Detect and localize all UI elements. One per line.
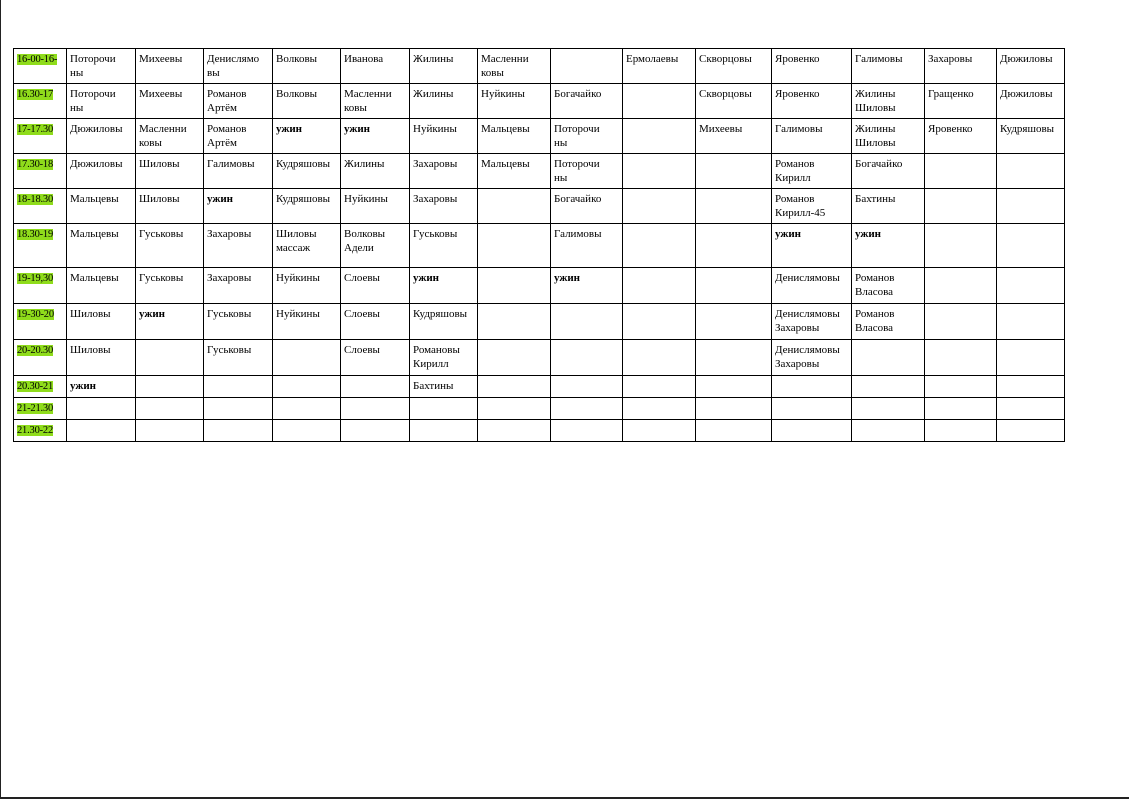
table-cell (478, 376, 551, 398)
table-cell: Денислямовы Захаровы (772, 340, 852, 376)
table-cell: Масленни ковы (341, 84, 410, 119)
table-cell: Мальцевы (478, 154, 551, 189)
time-slot-cell (14, 49, 67, 84)
time-slot-label: 18-18.30 (17, 194, 54, 205)
table-cell (925, 268, 997, 304)
table-cell (925, 224, 997, 268)
table-cell (696, 398, 772, 420)
table-cell: Гуськовы (410, 224, 478, 268)
table-cell: ужин (136, 304, 204, 340)
table-cell (623, 340, 696, 376)
table-row (14, 268, 1065, 304)
table-cell: Яровенко (772, 84, 852, 119)
table-cell (478, 340, 551, 376)
time-slot-cell (14, 154, 67, 189)
table-cell: Жилины (410, 84, 478, 119)
table-cell (925, 420, 997, 442)
table-cell (551, 376, 623, 398)
table-cell: Мальцевы (67, 224, 136, 268)
table-cell: Дюжиловы (997, 84, 1065, 119)
table-cell (67, 398, 136, 420)
table-cell (478, 189, 551, 224)
table-cell (997, 398, 1065, 420)
time-slot-label: 20-20.30 (17, 345, 54, 356)
table-cell: Жилины (341, 154, 410, 189)
table-cell: Гуськовы (204, 340, 273, 376)
table-cell (925, 340, 997, 376)
table-cell: Нуйкины (410, 119, 478, 154)
table-cell: Галимовы (204, 154, 273, 189)
table-cell: Захаровы (204, 268, 273, 304)
table-cell: Скворцовы (696, 49, 772, 84)
table-cell (696, 340, 772, 376)
table-cell: Шиловы массаж (273, 224, 341, 268)
table-cell: Богачайко (852, 154, 925, 189)
table-cell: Поторочи ны (67, 84, 136, 119)
table-cell: Богачайко (551, 189, 623, 224)
table-row (14, 398, 1065, 420)
table-cell (696, 268, 772, 304)
table-cell (696, 154, 772, 189)
table-cell: Кудряшовы (273, 189, 341, 224)
table-cell: Мальцевы (67, 189, 136, 224)
table-cell: Кудряшовы (273, 154, 341, 189)
table-cell (925, 304, 997, 340)
table-cell: ужин (204, 189, 273, 224)
schedule-table (13, 48, 1065, 442)
table-cell: Жилины Шиловы (852, 119, 925, 154)
table-cell: Шиловы (67, 304, 136, 340)
table-cell (341, 398, 410, 420)
table-cell: Галимовы (551, 224, 623, 268)
table-cell (478, 224, 551, 268)
table-cell: Михеевы (696, 119, 772, 154)
table-cell (997, 376, 1065, 398)
table-cell: ужин (852, 224, 925, 268)
table-cell: Кудряшовы (997, 119, 1065, 154)
table-cell (852, 420, 925, 442)
table-cell: Нуйкины (273, 268, 341, 304)
time-slot-cell (14, 398, 67, 420)
table-cell (925, 154, 997, 189)
table-cell (623, 376, 696, 398)
table-cell (136, 340, 204, 376)
table-cell: Шиловы (67, 340, 136, 376)
table-cell: Гращенко (925, 84, 997, 119)
table-cell (696, 189, 772, 224)
table-cell (136, 398, 204, 420)
table-cell (772, 420, 852, 442)
table-cell: ужин (551, 268, 623, 304)
time-slot-label: 18.30-19 (17, 229, 54, 240)
table-cell: Иванова (341, 49, 410, 84)
table-cell (478, 268, 551, 304)
time-slot-cell (14, 224, 67, 268)
table-cell (997, 420, 1065, 442)
table-cell: Поторочи ны (551, 119, 623, 154)
table-cell: Михеевы (136, 84, 204, 119)
table-cell: ужин (273, 119, 341, 154)
table-cell: Богачайко (551, 84, 623, 119)
table-cell: Гуськовы (136, 224, 204, 268)
table-cell: Захаровы (925, 49, 997, 84)
table-cell: Романов Артём (204, 119, 273, 154)
table-cell (204, 398, 273, 420)
table-cell (623, 398, 696, 420)
table-cell: Поторочи ны (67, 49, 136, 84)
table-cell: Шиловы (136, 189, 204, 224)
time-slot-label: 19-19,30 (17, 273, 54, 284)
table-cell: Кудряшовы (410, 304, 478, 340)
table-cell: Захаровы (410, 154, 478, 189)
time-slot-label: 17.30-18 (17, 159, 54, 170)
table-cell: Волковы (273, 49, 341, 84)
table-cell: Романов Артём (204, 84, 273, 119)
table-cell (273, 340, 341, 376)
table-cell (341, 376, 410, 398)
table-cell: Яровенко (925, 119, 997, 154)
table-cell (997, 154, 1065, 189)
table-cell: Романов Власова (852, 304, 925, 340)
time-slot-label: 17-17.30 (17, 124, 54, 135)
time-slot-cell (14, 268, 67, 304)
table-cell: Романов Кирилл-45 (772, 189, 852, 224)
table-cell: Шиловы (136, 154, 204, 189)
table-cell: Нуйкины (478, 84, 551, 119)
table-cell (204, 420, 273, 442)
table-cell (623, 154, 696, 189)
table-cell (273, 420, 341, 442)
table-cell: Романов Власова (852, 268, 925, 304)
table-cell: Денислямовы Захаровы (772, 304, 852, 340)
table-cell: Бахтины (852, 189, 925, 224)
table-cell (997, 224, 1065, 268)
table-cell: Мальцевы (478, 119, 551, 154)
table-cell (623, 224, 696, 268)
table-cell: Захаровы (410, 189, 478, 224)
table-cell: Захаровы (204, 224, 273, 268)
table-cell: Нуйкины (341, 189, 410, 224)
time-slot-label: 21.30-22 (17, 425, 54, 436)
table-cell (551, 420, 623, 442)
time-slot-cell (14, 420, 67, 442)
table-cell: Жилины (410, 49, 478, 84)
table-cell: Волковы (273, 84, 341, 119)
table-cell (551, 340, 623, 376)
table-cell (925, 398, 997, 420)
table-cell (623, 420, 696, 442)
table-cell (997, 340, 1065, 376)
time-slot-cell (14, 340, 67, 376)
table-cell (772, 376, 852, 398)
table-cell (925, 189, 997, 224)
table-cell: Слоевы (341, 340, 410, 376)
table-cell (273, 376, 341, 398)
table-cell: Дюжиловы (997, 49, 1065, 84)
table-cell (772, 398, 852, 420)
table-row (14, 84, 1065, 119)
table-cell (997, 268, 1065, 304)
time-slot-cell (14, 189, 67, 224)
table-cell (623, 189, 696, 224)
table-cell: Слоевы (341, 268, 410, 304)
table-cell (136, 376, 204, 398)
table-row (14, 420, 1065, 442)
table-row (14, 119, 1065, 154)
table-cell (551, 398, 623, 420)
table-cell (623, 268, 696, 304)
table-cell (696, 420, 772, 442)
table-cell: Дюжиловы (67, 154, 136, 189)
table-cell: Гуськовы (204, 304, 273, 340)
table-cell: ужин (67, 376, 136, 398)
time-slot-cell (14, 84, 67, 119)
table-cell (551, 49, 623, 84)
time-slot-cell (14, 376, 67, 398)
time-slot-label: 20.30-21 (17, 381, 54, 392)
table-cell: Бахтины (410, 376, 478, 398)
table-row (14, 49, 1065, 84)
table-cell (696, 304, 772, 340)
table-cell: Скворцовы (696, 84, 772, 119)
table-cell: Масленни ковы (136, 119, 204, 154)
table-row (14, 189, 1065, 224)
table-cell: ужин (772, 224, 852, 268)
table-row (14, 224, 1065, 268)
table-cell (478, 304, 551, 340)
table-cell: Галимовы (852, 49, 925, 84)
time-slot-label: 16-00-16- (17, 54, 58, 65)
table-row (14, 154, 1065, 189)
table-cell: Романовы Кирилл (410, 340, 478, 376)
table-cell (410, 420, 478, 442)
table-cell: Нуйкины (273, 304, 341, 340)
table-cell: Денислямо вы (204, 49, 273, 84)
table-cell (623, 119, 696, 154)
table-cell: Денислямовы (772, 268, 852, 304)
table-cell: ужин (410, 268, 478, 304)
table-cell (623, 84, 696, 119)
table-cell: Романов Кирилл (772, 154, 852, 189)
table-cell (410, 398, 478, 420)
table-cell: Дюжиловы (67, 119, 136, 154)
table-cell: Волковы Адели (341, 224, 410, 268)
table-cell (696, 376, 772, 398)
table-cell: Гуськовы (136, 268, 204, 304)
table-cell: ужин (341, 119, 410, 154)
schedule-body (14, 49, 1065, 442)
time-slot-cell (14, 304, 67, 340)
table-cell: Ермолаевы (623, 49, 696, 84)
table-cell: Мальцевы (67, 268, 136, 304)
table-row (14, 340, 1065, 376)
time-slot-cell (14, 119, 67, 154)
time-slot-label: 21-21.30 (17, 403, 54, 414)
table-cell: Масленни ковы (478, 49, 551, 84)
table-cell (696, 224, 772, 268)
table-cell: Михеевы (136, 49, 204, 84)
table-cell: Слоевы (341, 304, 410, 340)
table-cell (67, 420, 136, 442)
table-cell (852, 398, 925, 420)
table-cell (136, 420, 204, 442)
table-cell (997, 304, 1065, 340)
table-row (14, 376, 1065, 398)
table-cell: Яровенко (772, 49, 852, 84)
table-cell: Галимовы (772, 119, 852, 154)
time-slot-label: 19-30-20 (17, 309, 54, 320)
table-cell (623, 304, 696, 340)
table-cell (204, 376, 273, 398)
table-row (14, 304, 1065, 340)
table-cell (551, 304, 623, 340)
table-cell: Жилины Шиловы (852, 84, 925, 119)
table-cell (273, 398, 341, 420)
table-cell (478, 420, 551, 442)
table-cell (852, 376, 925, 398)
table-cell (852, 340, 925, 376)
table-cell (997, 189, 1065, 224)
table-cell: Поторочи ны (551, 154, 623, 189)
table-cell (478, 398, 551, 420)
table-cell (341, 420, 410, 442)
table-cell (925, 376, 997, 398)
time-slot-label: 16.30-17 (17, 89, 54, 100)
